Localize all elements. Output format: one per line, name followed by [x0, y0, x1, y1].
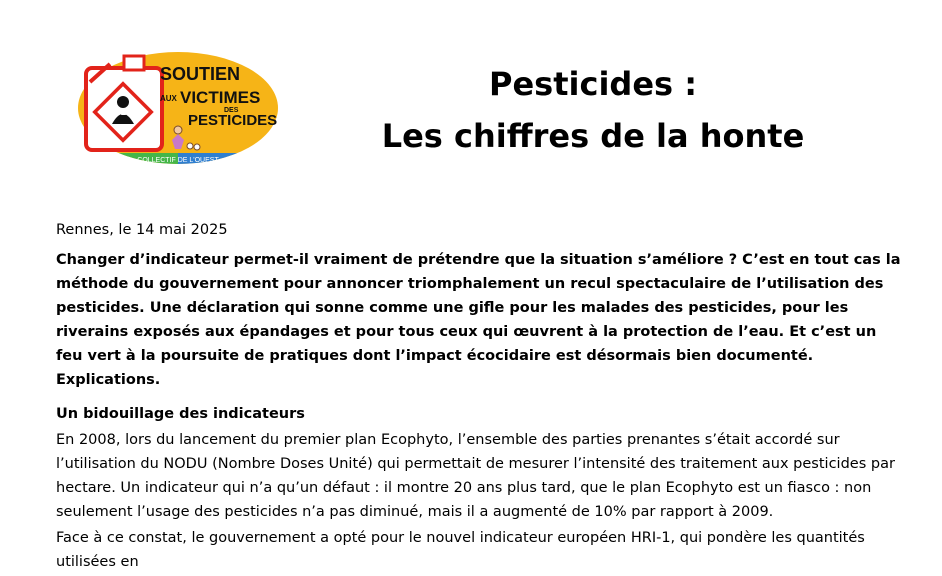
logo: [76, 50, 280, 170]
body-paragraph-1: En 2008, lors du lancement du premier plan Ecophyto, l’ensemble des parties prenantes s’était accordé sur l’utilisation du NODU (Nombre Doses Unité) qui permettait de mesurer l’intensité des traitement aux pesticides par hectare. Un indicateur qui n’a qu’un défaut : il montre 20 ans plus tard, que le plan Ecophyto est un fiasco : non seulement l’usage des pesticides n’a pas diminué, mais il a augmenté de 10% par rapport à 2009.: [56, 432, 895, 520]
page-title: [370, 58, 816, 162]
body-paragraph-2: Face à ce constat, le gouvernement a opté pour le nouvel indicateur européen HRI-1, qui pondère les quantités utilisées en: [56, 530, 865, 570]
title-line2: Les chiffres de la honte: [381, 117, 805, 155]
title-line1: Pesticides :: [489, 65, 697, 103]
section-heading: Un bidouillage des indicateurs: [56, 406, 305, 422]
document-body: [56, 218, 902, 576]
hazard-jerrycan-icon: [86, 56, 162, 150]
logo-line3b: PESTICIDES: [188, 112, 278, 129]
logo-line2b: VICTIMES: [180, 88, 261, 107]
logo-footer: COLLECTIF DE L'OUEST: [137, 157, 219, 164]
logo-line2a: AUX: [160, 94, 177, 103]
logo-line3a: DES: [224, 107, 239, 114]
logo-line1: SOUTIEN: [160, 64, 241, 84]
date-line: Rennes, le 14 mai 2025: [56, 222, 228, 238]
lead-paragraph: Changer d’indicateur permet-il vraiment de prétendre que la situation s’améliore ? C’est en tout cas la méthode du gouvernement pour annoncer triomphalement un recul spectaculaire de l’utilisation des pesticides. Une déclaration qui sonne comme une gifle pour les malades des pesticides, pour les riverains exposés aux épandages et pour tous ceux qui œuvrent à la protection de l’eau. Et c’est un feu vert à la poursuite de pratiques dont l’impact écocidaire est désormais bien documenté. Explications.: [56, 252, 901, 388]
